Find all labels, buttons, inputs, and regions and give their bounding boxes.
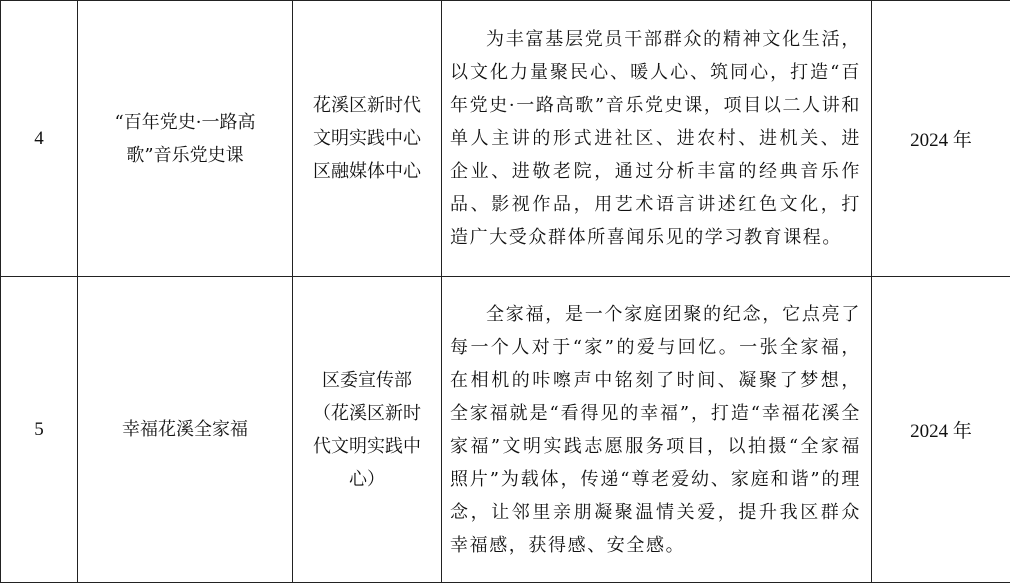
table-row bbox=[1, 277, 1010, 583]
project-description: 全家福，是一个家庭团聚的纪念，它点亮了每一个人对于“家”的爱与回忆。一张全家福，在相机的咔嚓声中铭刻了时间、凝聚了梦想，全家福就是“看得见的幸福”，打造“幸福花溪全家福”文明实践志愿服务项目，以拍摄“全家福照片”为载体，传递“尊老爱幼、家庭和谐”的理念，让邻里亲朋凝聚温情关爱，提升我区群众幸福感，获得感、安全感。 bbox=[450, 303, 861, 556]
project-name-cell bbox=[78, 277, 293, 583]
project-name: “百年党史·一路高歌”音乐党史课 bbox=[114, 111, 256, 166]
description-cell bbox=[442, 1, 872, 277]
organizer-cell bbox=[293, 277, 442, 583]
project-name: 幸福花溪全家福 bbox=[122, 419, 248, 440]
project-description: 为丰富基层党员干部群众的精神文化生活，以文化力量聚民心、暖人心、筑同心，打造“百年党史·一路高歌”音乐党史课，项目以二人讲和单人主讲的形式进社区、进农村、进机关、进企业、进敬老院，通过分析丰富的经典音乐作品、影视作品，用艺术语言讲述红色文化，打造广大受众群体所喜闻乐见的学习教育课程。 bbox=[450, 29, 861, 248]
row-number bbox=[1, 277, 78, 583]
row-number-text: 5 bbox=[34, 418, 44, 440]
row-number-text: 4 bbox=[34, 127, 44, 149]
organizer-name: 花溪区新时代文明实践中心区融媒体中心 bbox=[313, 95, 421, 182]
organizer-cell bbox=[293, 1, 442, 277]
project-name-cell bbox=[78, 1, 293, 277]
year-cell bbox=[872, 1, 1010, 277]
project-year: 2024 年 bbox=[910, 421, 972, 442]
table-row bbox=[1, 1, 1010, 277]
row-number bbox=[1, 1, 78, 277]
organizer-name: 区委宣传部（花溪区新时代文明实践中心） bbox=[313, 369, 421, 490]
year-cell bbox=[872, 277, 1010, 583]
project-year: 2024 年 bbox=[910, 130, 972, 151]
description-cell bbox=[442, 277, 872, 583]
